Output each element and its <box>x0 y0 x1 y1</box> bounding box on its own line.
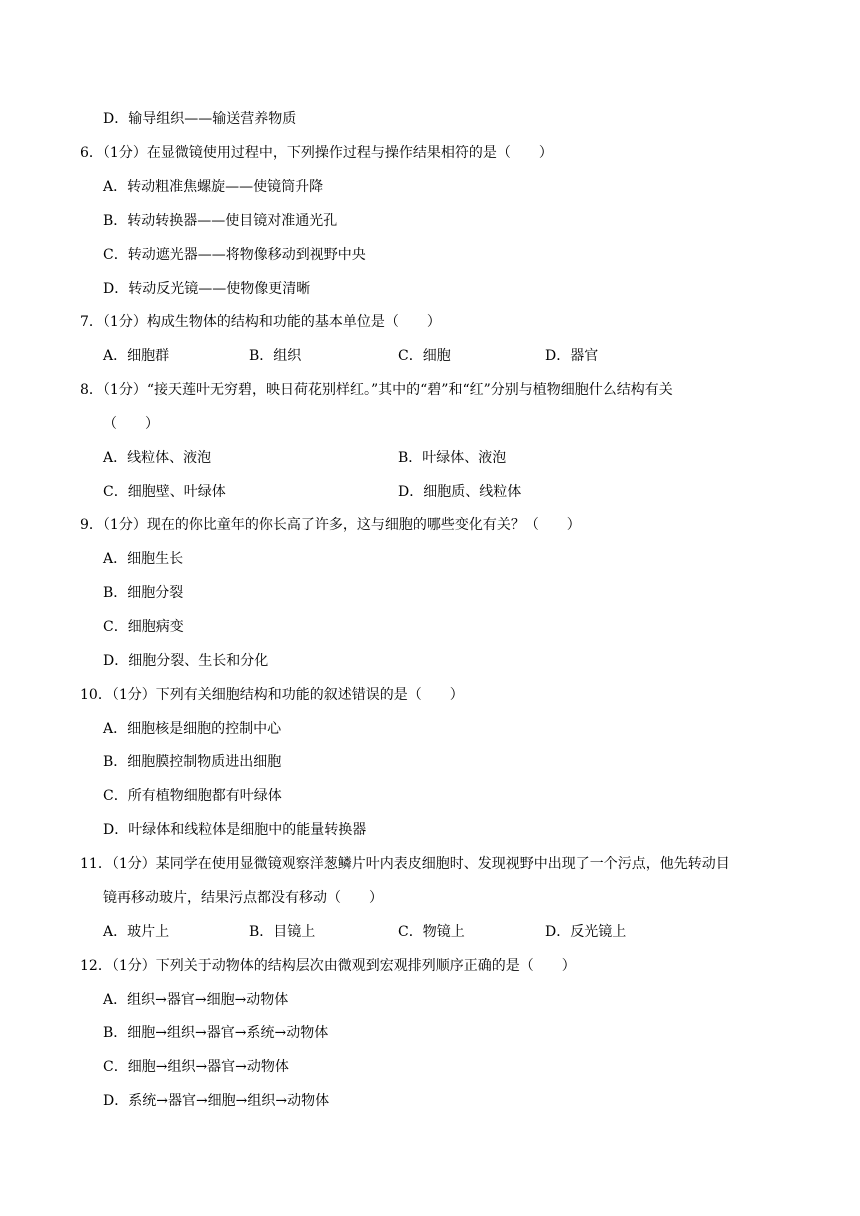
q11-option-d: D．反光镜上 <box>545 924 627 940</box>
q6-option-b: B．转动转换器——使目镜对准通光孔 <box>103 213 338 229</box>
q6-option-c: C．转动遮光器——将物像移动到视野中央 <box>103 247 366 263</box>
q9-stem: 9．（1分）现在的你比童年的你长高了许多，这与细胞的哪些变化有关？（ ） <box>80 517 581 533</box>
q10-option-d: D．叶绿体和线粒体是细胞中的能量转换器 <box>103 822 367 838</box>
q12-stem: 12．（1分）下列关于动物体的结构层次由微观到宏观排列顺序正确的是（ ） <box>80 958 576 974</box>
q11-option-b: B．目镜上 <box>249 924 316 940</box>
q7-option-c: C．细胞 <box>398 348 451 364</box>
q8-option-b: B．叶绿体、液泡 <box>398 450 507 466</box>
q11-stem: 11．（1分）某同学在使用显微镜观察洋葱鳞片叶内表皮细胞时、发现视野中出现了一个污点，他先转动目 <box>80 856 730 872</box>
q12-option-d: D．系统→器官→细胞→组织→动物体 <box>103 1093 330 1109</box>
q6-option-d: D．转动反光镜——使物像更清晰 <box>103 281 311 297</box>
q10-option-a: A．细胞核是细胞的控制中心 <box>103 721 282 737</box>
q8-option-a: A．线粒体、液泡 <box>103 450 212 466</box>
q8-option-d: D．细胞质、线粒体 <box>398 484 522 500</box>
q7-option-a: A．细胞群 <box>103 348 170 364</box>
q8-stem-continuation: （ ） <box>103 416 159 432</box>
q11-option-c: C．物镜上 <box>398 924 465 940</box>
q8-option-c: C．细胞壁、叶绿体 <box>103 484 226 500</box>
q12-option-b: B．细胞→组织→器官→系统→动物体 <box>103 1025 329 1041</box>
q9-option-d: D．细胞分裂、生长和分化 <box>103 653 269 669</box>
q7-option-b: B．组织 <box>249 348 302 364</box>
q7-option-d: D．器官 <box>545 348 599 364</box>
q10-option-b: B．细胞膜控制物质进出细胞 <box>103 754 282 770</box>
q9-option-b: B．细胞分裂 <box>103 585 184 601</box>
q11-option-a: A．玻片上 <box>103 924 170 940</box>
q6-option-a: A．转动粗准焦螺旋——使镜筒升降 <box>103 179 324 195</box>
q7-stem: 7．（1分）构成生物体的结构和功能的基本单位是（ ） <box>80 314 441 330</box>
q12-option-c: C．细胞→组织→器官→动物体 <box>103 1059 289 1075</box>
q10-option-c: C．所有植物细胞都有叶绿体 <box>103 788 282 804</box>
q9-option-a: A．细胞生长 <box>103 551 184 567</box>
q12-option-a: A．组织→器官→细胞→动物体 <box>103 992 289 1008</box>
q5-option-d: D．输导组织——输送营养物质 <box>103 111 297 127</box>
q10-stem: 10．（1分）下列有关细胞结构和功能的叙述错误的是（ ） <box>80 687 464 703</box>
q11-stem-continuation: 镜再移动玻片，结果污点都没有移动（ ） <box>103 890 383 906</box>
q8-stem: 8．（1分）“接天莲叶无穷碧，映日荷花别样红。”其中的“碧”和“红”分别与植物细胞什么结构有关 <box>80 382 673 398</box>
q9-option-c: C．细胞病变 <box>103 619 184 635</box>
q6-stem: 6．（1分）在显微镜使用过程中，下列操作过程与操作结果相符的是（ ） <box>80 145 553 161</box>
